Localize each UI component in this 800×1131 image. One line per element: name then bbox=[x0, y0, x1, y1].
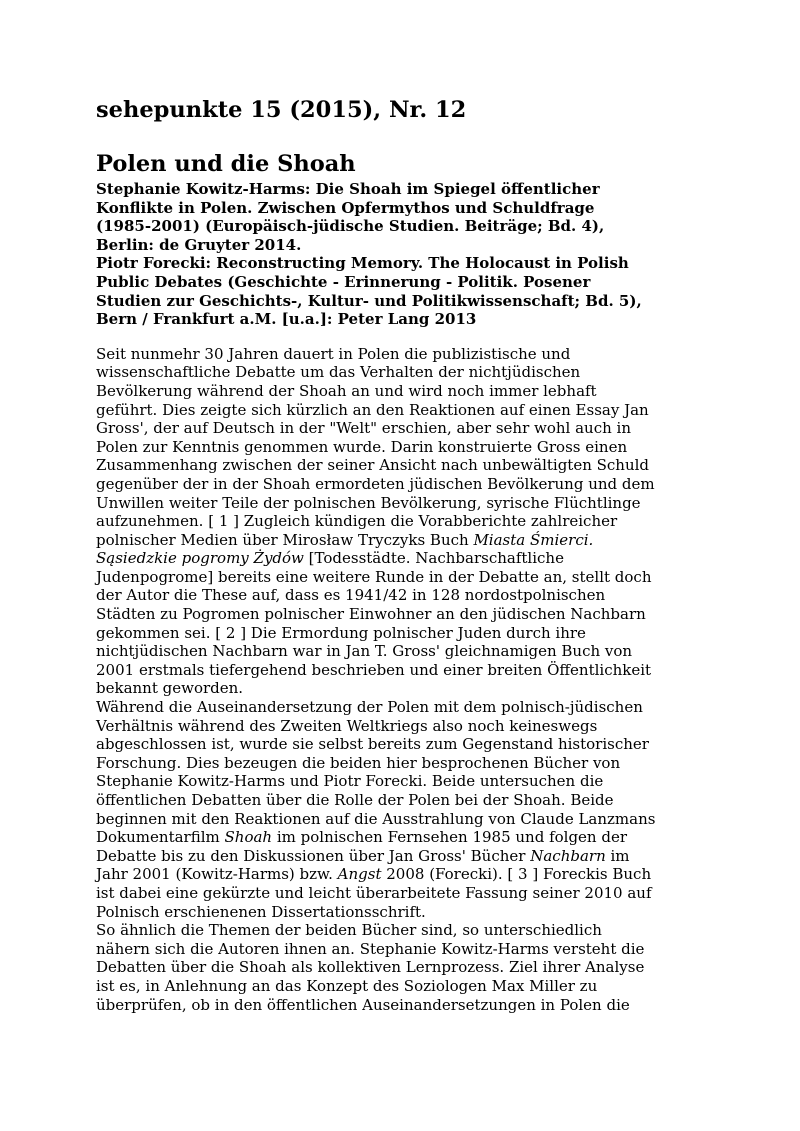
text-segment: 2008 (Forecki). [ 3 ] Foreckis Buch bbox=[381, 865, 652, 884]
book-title-italic: Miasta Śmierci. bbox=[473, 530, 594, 549]
text-line: Zusammenhang zwischen der seiner Ansicht nach unbewältigten Schuld bbox=[96, 456, 650, 475]
journal-issue: sehepunkte 15 (2015), Nr. 12 bbox=[96, 97, 467, 123]
text-line: So ähnlich die Themen der beiden Bücher sind, so unterschiedlich bbox=[96, 921, 602, 940]
text-line: geführt. Dies zeigte sich kürzlich an den Reaktionen auf einen Essay Jan bbox=[96, 400, 649, 419]
text-line: nähern sich die Autoren ihnen an. Stephanie Kowitz-Harms versteht die bbox=[96, 939, 645, 958]
text-line: gegenüber der in der Shoah ermordeten jüdischen Bevölkerung und dem bbox=[96, 474, 655, 493]
article bbox=[96, 96, 704, 1014]
text-line: Judenpogrome] bereits eine weitere Runde in der Debatte an, stellt doch bbox=[96, 567, 652, 586]
text-line: Bevölkerung während der Shoah an und wird noch immer lebhaft bbox=[96, 381, 597, 400]
text-line: beginnen mit den Reaktionen auf die Ausstrahlung von Claude Lanzmans bbox=[96, 809, 656, 828]
text-line: gekommen sei. [ 2 ] Die Ermordung polnischer Juden durch ihre bbox=[96, 623, 586, 642]
text-line: öffentlichen Debatten über die Rolle der Polen bei der Shoah. Beide bbox=[96, 791, 614, 809]
text-segment: im bbox=[605, 846, 630, 865]
text-segment: Jahr 2001 (Kowitz-Harms) bzw. bbox=[96, 865, 338, 884]
text-line: Stephanie Kowitz-Harms und Piotr Forecki. Beide untersuchen die bbox=[96, 772, 604, 791]
text-segment: polnischer Medien über Mirosław Tryczyks Buch bbox=[96, 530, 474, 549]
text-line: ist dabei eine gekürzte und leicht überarbeitete Fassung seiner 2010 auf bbox=[96, 883, 652, 902]
text-segment: [Todesstädte. Nachbarschaftliche bbox=[303, 549, 564, 568]
citation-line: Stephanie Kowitz-Harms: Die Shoah im Spiegel öffentlicher bbox=[96, 180, 600, 198]
citation-line: Berlin: de Gruyter 2014. bbox=[96, 235, 302, 254]
text-line: wissenschaftliche Debatte um das Verhalten der nichtjüdischen bbox=[96, 363, 581, 382]
text-line: Unwillen weiter Teile der polnischen Bevölkerung, syrische Flüchtlinge bbox=[96, 493, 641, 512]
text-line: Polnisch erschienenen Dissertationsschrift. bbox=[96, 902, 426, 921]
review-title: Polen und die Shoah bbox=[96, 151, 356, 177]
text-line: bekannt geworden. bbox=[96, 679, 244, 698]
text-line: Forschung. Dies bezeugen die beiden hier besprochenen Bücher von bbox=[96, 753, 621, 772]
reviewed-books bbox=[96, 180, 704, 329]
book-title-italic: Nachbarn bbox=[530, 846, 606, 865]
book-citation-kowitz-harms bbox=[96, 180, 704, 254]
text-line bbox=[96, 531, 704, 550]
citation-line: Bern / Frankfurt a.M. [u.a.]: Peter Lang 2013 bbox=[96, 310, 477, 329]
review-body bbox=[96, 345, 704, 1014]
text-line bbox=[96, 865, 704, 884]
citation-line: Public Debates (Geschichte - Erinnerung - Politik. Posener bbox=[96, 272, 591, 291]
text-line bbox=[96, 549, 704, 568]
citation-line: Piotr Forecki: Reconstructing Memory. The Holocaust in Polish bbox=[96, 254, 629, 273]
text-line: Gross', der auf Deutsch in der "Welt" erschien, aber sehr wohl auch in bbox=[96, 419, 632, 438]
text-line: 2001 erstmals tiefergehend beschrieben und einer breiten Öffentlichkeit bbox=[96, 660, 652, 679]
citation-line: Studien zur Geschichts-, Kultur- und Politikwissenschaft; Bd. 5), bbox=[96, 291, 642, 310]
text-line: Polen zur Kenntnis genommen wurde. Darin konstruierte Gross einen bbox=[96, 437, 628, 456]
text-line: der Autor die These auf, dass es 1941/42 in 128 nordostpolnischen bbox=[96, 586, 606, 605]
text-line: Verhältnis während des Zweiten Weltkriegs also noch keineswegs bbox=[96, 716, 598, 735]
text-line: Debatten über die Shoah als kollektiven Lernprozess. Ziel ihrer Analyse bbox=[96, 958, 645, 977]
paragraph-3 bbox=[96, 921, 704, 1014]
text-segment: Debatte bis zu den Diskussionen über Jan Gross' Bücher bbox=[96, 846, 531, 865]
text-line: ist es, in Anlehnung an das Konzept des Soziologen Max Miller zu bbox=[96, 976, 598, 995]
text-segment: Dokumentarfilm bbox=[96, 828, 225, 847]
citation-line: (1985-2001) (Europäisch-jüdische Studien. Beiträge; Bd. 4), bbox=[96, 217, 605, 236]
text-line: Während die Auseinandersetzung der Polen mit dem polnisch-jüdischen bbox=[96, 698, 643, 717]
citation-line: Konflikte in Polen. Zwischen Opfermythos und Schuldfrage bbox=[96, 198, 595, 217]
book-citation-forecki bbox=[96, 254, 704, 328]
text-line: abgeschlossen ist, wurde sie selbst bereits zum Gegenstand historischer bbox=[96, 735, 649, 754]
text-line: Städten zu Pogromen polnischer Einwohner an den jüdischen Nachbarn bbox=[96, 605, 646, 624]
text-line bbox=[96, 847, 704, 866]
text-line: nichtjüdischen Nachbarn war in Jan T. Gross' gleichnamigen Buch von bbox=[96, 642, 633, 661]
book-title-italic: Sąsiedzkie pogromy Żydów bbox=[96, 549, 304, 568]
text-segment: im polnischen Fernsehen 1985 und folgen der bbox=[272, 828, 628, 847]
film-title-italic: Shoah bbox=[224, 828, 273, 847]
text-line: überprüfen, ob in den öffentlichen Auseinandersetzungen in Polen die bbox=[96, 995, 630, 1014]
text-line: Seit nunmehr 30 Jahren dauert in Polen die publizistische und bbox=[96, 344, 571, 363]
text-line bbox=[96, 828, 704, 847]
text-line: aufzunehmen. [ 1 ] Zugleich kündigen die Vorabberichte zahlreicher bbox=[96, 512, 618, 531]
book-title-italic: Angst bbox=[337, 865, 382, 884]
paragraph-2 bbox=[96, 698, 704, 921]
paragraph-1 bbox=[96, 345, 704, 698]
